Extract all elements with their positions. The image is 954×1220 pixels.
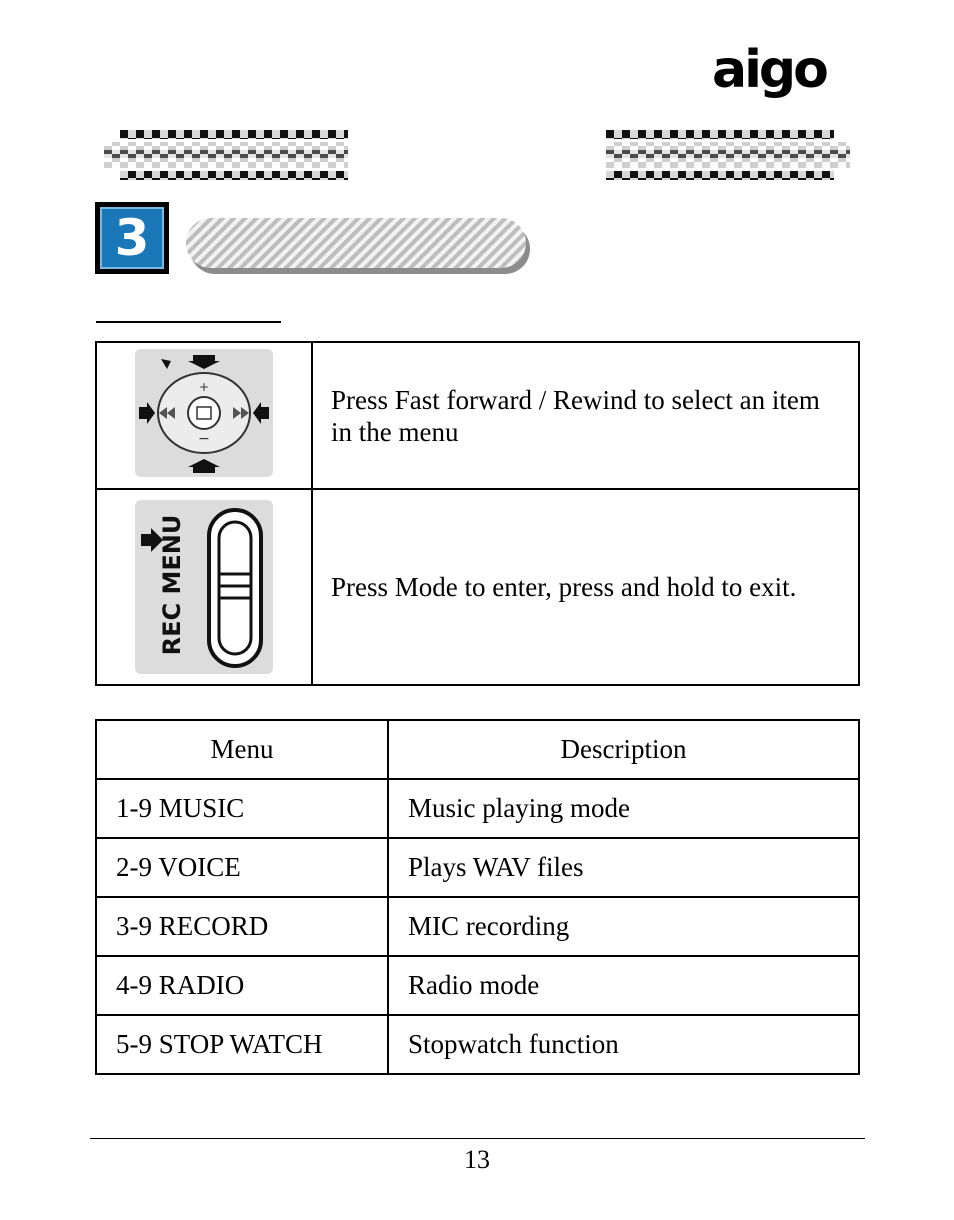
svg-text:−: − <box>198 431 210 447</box>
column-header-menu: Menu <box>96 720 388 779</box>
checker-pattern-right <box>606 130 850 180</box>
menu-table <box>95 719 860 1075</box>
menu-item: 3-9 RECORD <box>96 897 388 956</box>
chapter-number: 3 <box>100 207 164 269</box>
footer-rule <box>90 1138 865 1139</box>
table-row <box>96 342 859 489</box>
menu-item: 2-9 VOICE <box>96 838 388 897</box>
table-row <box>96 489 859 685</box>
table-row <box>96 897 859 956</box>
menu-item: 5-9 STOP WATCH <box>96 1015 388 1074</box>
control-description: Press Fast forward / Rewind to select an item in the menu <box>312 342 859 489</box>
control-description: Press Mode to enter, press and hold to exit. <box>312 489 859 685</box>
section-title-banner <box>186 218 532 276</box>
menu-item: 1-9 MUSIC <box>96 779 388 838</box>
column-header-description: Description <box>388 720 859 779</box>
menu-description: Plays WAV files <box>388 838 859 897</box>
directional-pad-icon <box>135 349 273 477</box>
controls-table <box>95 341 860 686</box>
rec-menu-switch-icon <box>135 500 273 674</box>
menu-description: MIC recording <box>388 897 859 956</box>
icon-cell <box>96 489 312 685</box>
section-underline <box>96 321 281 323</box>
checker-pattern-left <box>104 130 348 180</box>
menu-description: Radio mode <box>388 956 859 1015</box>
rec-menu-label: REC MENU <box>158 514 186 656</box>
table-row <box>96 956 859 1015</box>
svg-text:+: + <box>198 380 210 394</box>
icon-cell <box>96 342 312 489</box>
table-row <box>96 1015 859 1074</box>
menu-description: Music playing mode <box>388 779 859 838</box>
table-header-row <box>96 720 859 779</box>
table-row <box>96 838 859 897</box>
aigo-logo: aigo <box>712 40 826 100</box>
menu-item: 4-9 RADIO <box>96 956 388 1015</box>
table-row <box>96 779 859 838</box>
menu-description: Stopwatch function <box>388 1015 859 1074</box>
chapter-number-box <box>95 202 169 274</box>
page-number: 13 <box>464 1145 490 1174</box>
